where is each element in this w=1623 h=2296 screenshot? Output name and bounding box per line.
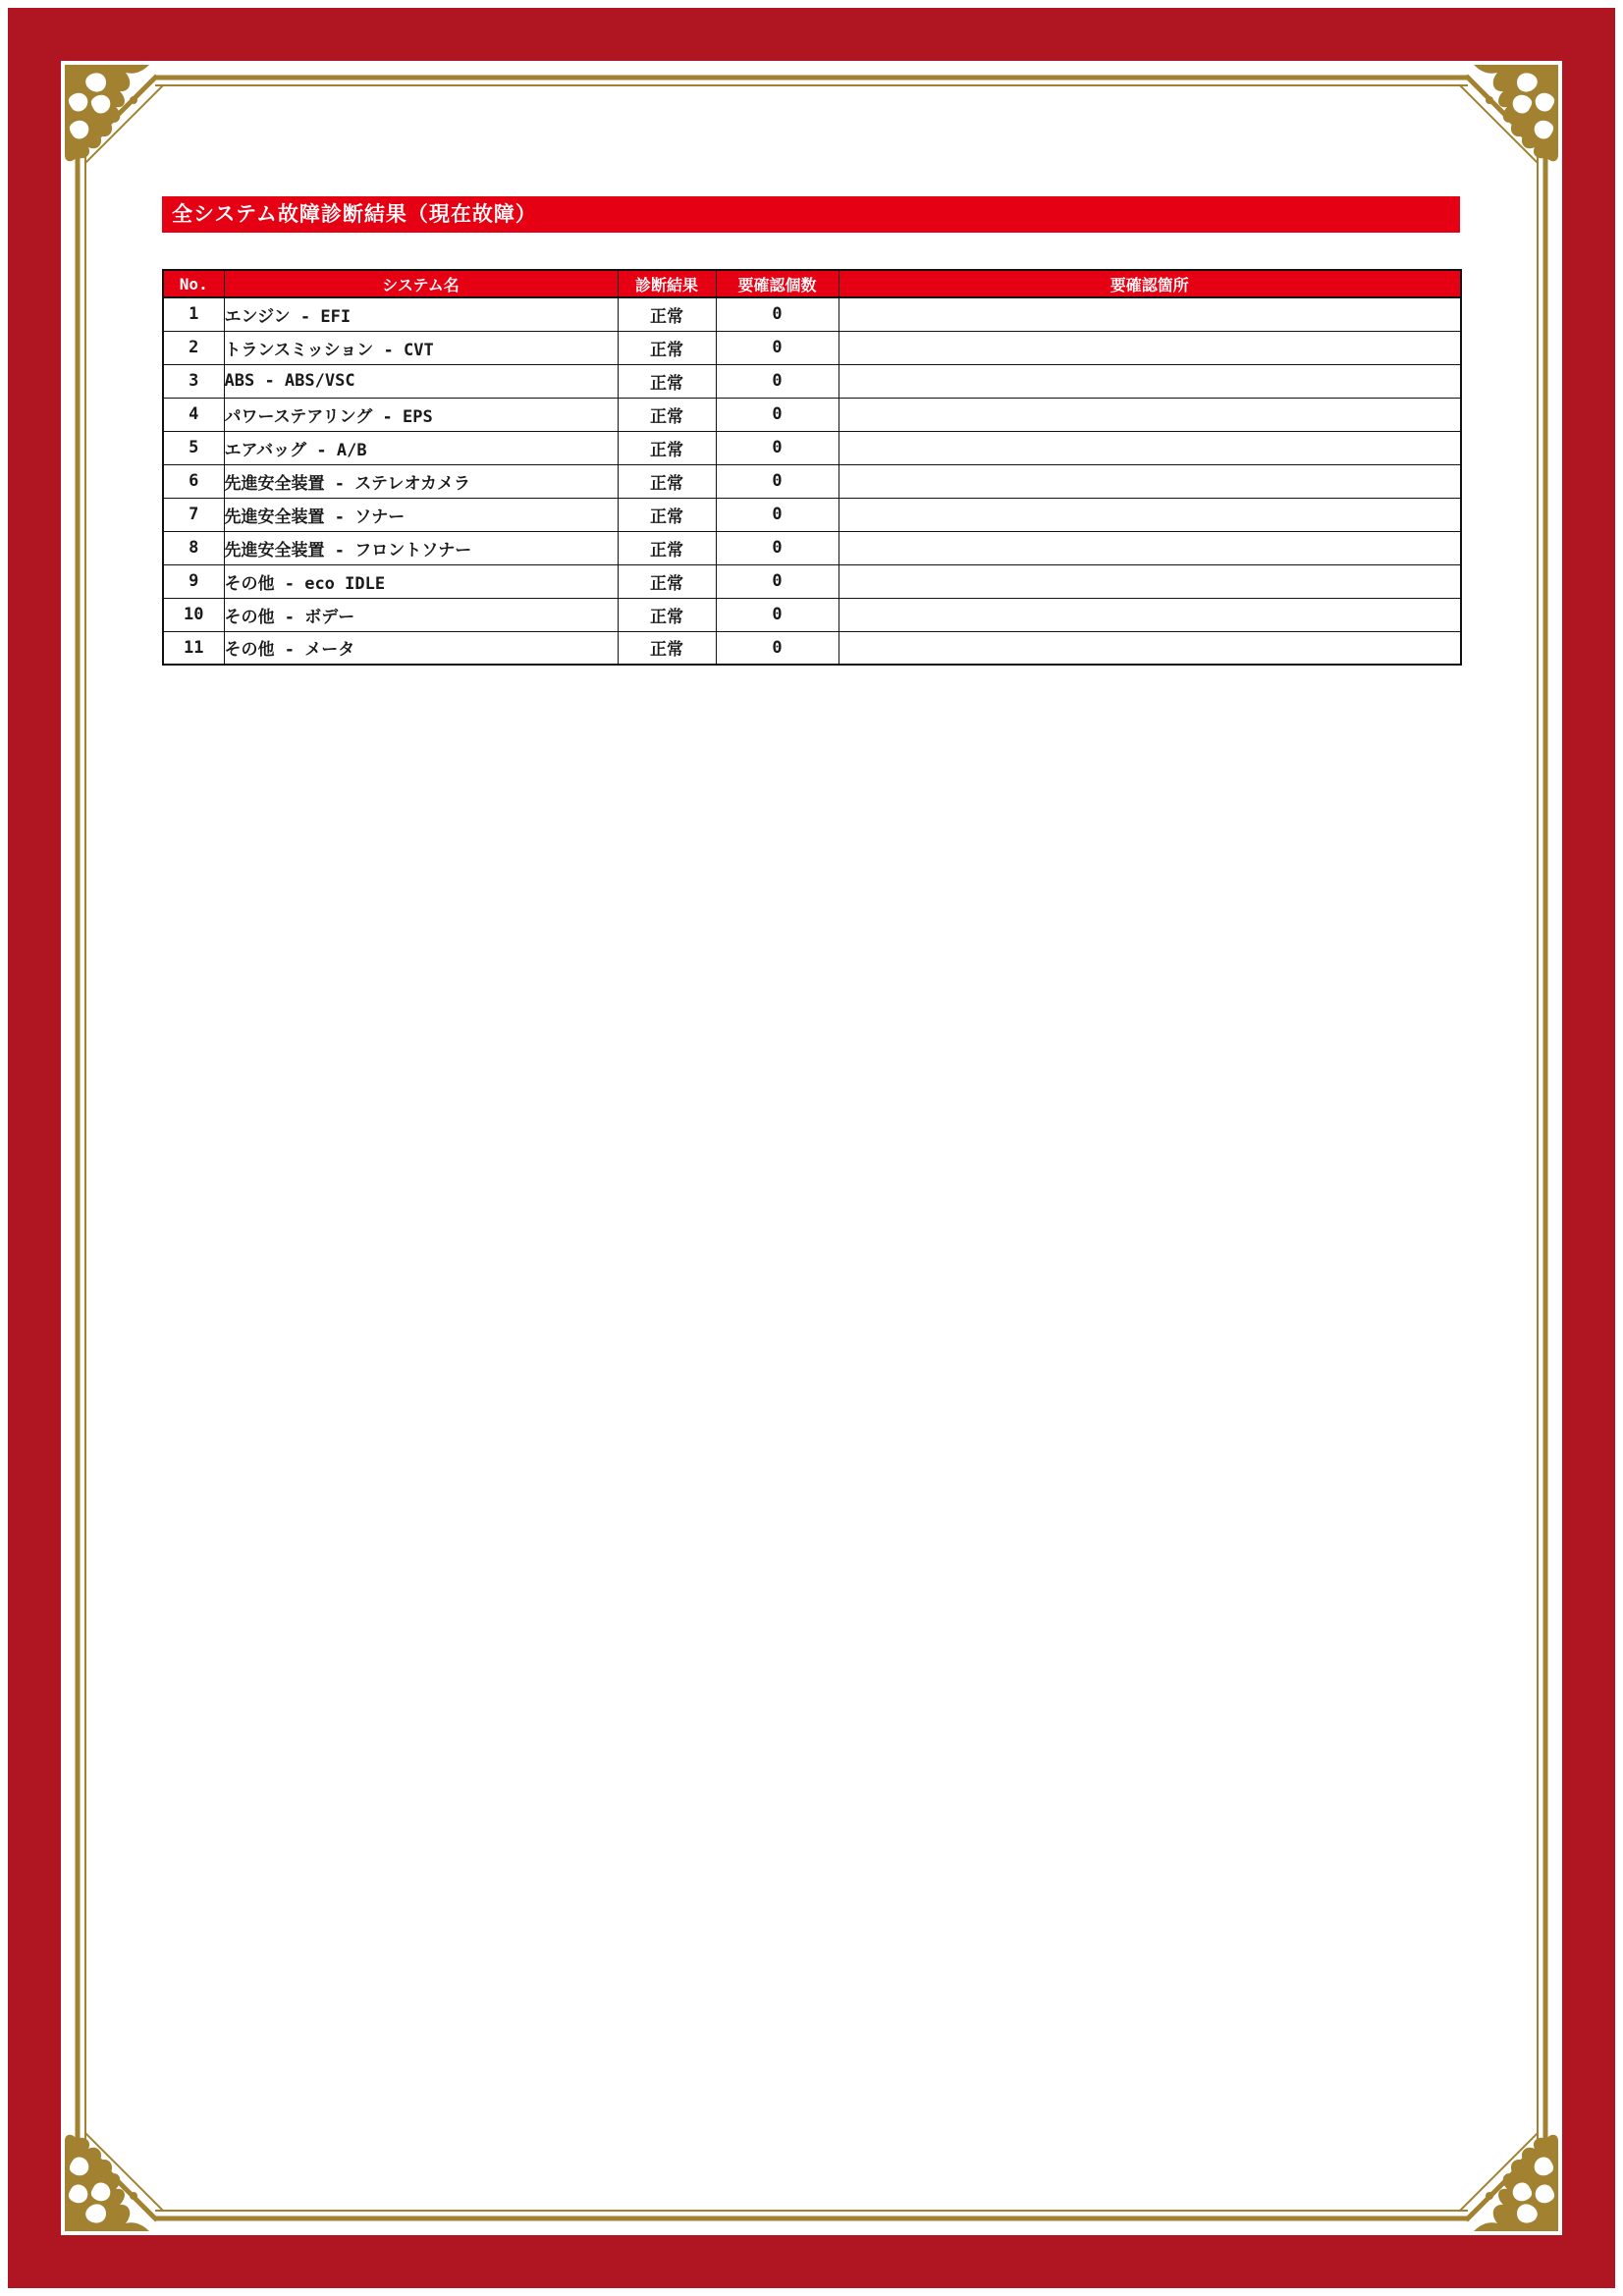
check-count-cell: 0 xyxy=(716,464,839,498)
check-points-cell xyxy=(839,431,1461,464)
diagnosis-result-cell: 正常 xyxy=(618,598,716,631)
check-points-cell xyxy=(839,598,1461,631)
table-row xyxy=(163,297,1461,331)
system-name-cell: 先進安全装置 - フロントソナー xyxy=(224,531,618,564)
system-name-cell: 先進安全装置 - ソナー xyxy=(224,498,618,531)
corner-ornament-bottom-left-icon xyxy=(61,2133,163,2235)
column-header-check-points: 要確認箇所 xyxy=(839,270,1461,297)
row-number-cell: 11 xyxy=(163,631,224,665)
corner-ornament-bottom-right-icon xyxy=(1460,2133,1562,2235)
system-name-cell: その他 - eco IDLE xyxy=(224,564,618,598)
row-number-cell: 7 xyxy=(163,498,224,531)
section-title: 全システム故障診断結果（現在故障） xyxy=(162,196,1460,233)
results-table-body xyxy=(163,297,1461,665)
check-points-cell xyxy=(839,364,1461,398)
column-header-system-name: システム名 xyxy=(224,270,618,297)
table-row xyxy=(163,631,1461,665)
check-points-cell xyxy=(839,331,1461,364)
check-points-cell xyxy=(839,464,1461,498)
corner-ornament-top-right-icon xyxy=(1460,61,1562,163)
row-number-cell: 3 xyxy=(163,364,224,398)
system-name-cell: その他 - ボデー xyxy=(224,598,618,631)
row-number-cell: 1 xyxy=(163,297,224,331)
table-row xyxy=(163,364,1461,398)
row-number-cell: 10 xyxy=(163,598,224,631)
diagnosis-result-cell: 正常 xyxy=(618,631,716,665)
check-points-cell xyxy=(839,631,1461,665)
check-count-cell: 0 xyxy=(716,598,839,631)
column-header-no: No. xyxy=(163,270,224,297)
check-count-cell: 0 xyxy=(716,364,839,398)
diagnosis-result-cell: 正常 xyxy=(618,297,716,331)
column-header-check-count: 要確認個数 xyxy=(716,270,839,297)
check-count-cell: 0 xyxy=(716,431,839,464)
system-name-cell: エンジン - EFI xyxy=(224,297,618,331)
diagnosis-result-cell: 正常 xyxy=(618,431,716,464)
diagnosis-result-cell: 正常 xyxy=(618,398,716,431)
check-count-cell: 0 xyxy=(716,498,839,531)
system-name-cell: ABS - ABS/VSC xyxy=(224,364,618,398)
diagnosis-result-cell: 正常 xyxy=(618,364,716,398)
check-count-cell: 0 xyxy=(716,297,839,331)
system-name-cell: パワーステアリング - EPS xyxy=(224,398,618,431)
row-number-cell: 5 xyxy=(163,431,224,464)
report-content xyxy=(162,196,1460,666)
row-number-cell: 4 xyxy=(163,398,224,431)
check-points-cell xyxy=(839,297,1461,331)
table-row xyxy=(163,498,1461,531)
diagnosis-result-cell: 正常 xyxy=(618,498,716,531)
diagnosis-result-cell: 正常 xyxy=(618,531,716,564)
diagnosis-result-cell: 正常 xyxy=(618,464,716,498)
system-name-cell: 先進安全装置 - ステレオカメラ xyxy=(224,464,618,498)
table-row xyxy=(163,431,1461,464)
row-number-cell: 8 xyxy=(163,531,224,564)
diagnosis-results-table xyxy=(162,269,1462,666)
check-points-cell xyxy=(839,398,1461,431)
table-row xyxy=(163,398,1461,431)
check-count-cell: 0 xyxy=(716,564,839,598)
check-count-cell: 0 xyxy=(716,531,839,564)
system-name-cell: エアバッグ - A/B xyxy=(224,431,618,464)
check-count-cell: 0 xyxy=(716,631,839,665)
table-row xyxy=(163,464,1461,498)
table-row xyxy=(163,564,1461,598)
diagnosis-result-cell: 正常 xyxy=(618,564,716,598)
column-header-result: 診断結果 xyxy=(618,270,716,297)
system-name-cell: その他 - メータ xyxy=(224,631,618,665)
check-points-cell xyxy=(839,531,1461,564)
system-name-cell: トランスミッション - CVT xyxy=(224,331,618,364)
table-row xyxy=(163,598,1461,631)
check-count-cell: 0 xyxy=(716,331,839,364)
check-count-cell: 0 xyxy=(716,398,839,431)
diagnosis-result-cell: 正常 xyxy=(618,331,716,364)
table-row xyxy=(163,331,1461,364)
check-points-cell xyxy=(839,564,1461,598)
row-number-cell: 9 xyxy=(163,564,224,598)
table-header-row xyxy=(163,270,1461,297)
table-row xyxy=(163,531,1461,564)
row-number-cell: 6 xyxy=(163,464,224,498)
corner-ornament-top-left-icon xyxy=(61,61,163,163)
check-points-cell xyxy=(839,498,1461,531)
row-number-cell: 2 xyxy=(163,331,224,364)
